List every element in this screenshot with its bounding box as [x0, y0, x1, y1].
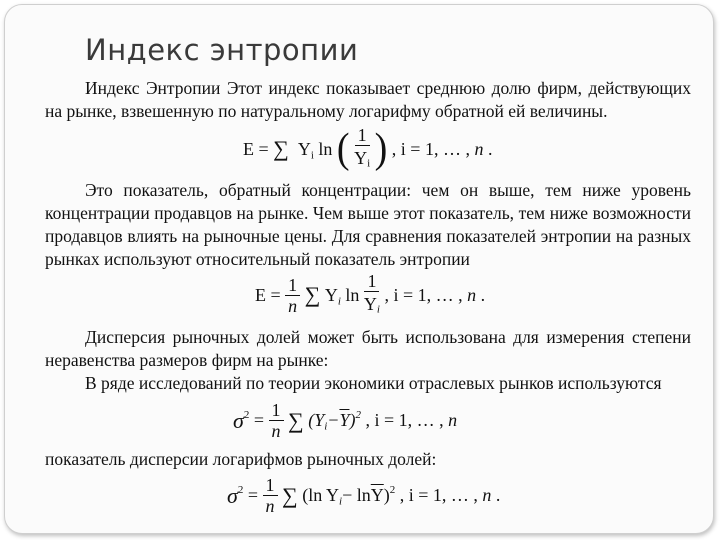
- numerator: 1: [355, 125, 370, 146]
- sigma-symbol: σ: [233, 407, 244, 433]
- superscript-2: 2: [237, 483, 244, 496]
- index-range: , i = 1, … ,: [399, 485, 478, 505]
- formula-lhs: E =: [255, 284, 281, 305]
- sigma-symbol: σ: [227, 482, 238, 508]
- ln-operator: ln: [318, 138, 333, 159]
- formula-dispersion: [233, 400, 457, 441]
- var-y: Y: [297, 138, 311, 159]
- formula-end: .: [495, 485, 501, 505]
- var-y-bar: $\overline{Y}$: [370, 485, 384, 506]
- formula-lhs: E =: [243, 138, 269, 159]
- denominator-subscript: i: [376, 303, 380, 316]
- equals-sign: =: [247, 485, 259, 505]
- denominator: n: [271, 421, 281, 441]
- var-y-bar: $\overline{Y}$: [339, 410, 350, 431]
- paren-close: ): [374, 126, 388, 173]
- denominator: n: [288, 295, 298, 316]
- subscript-i: i: [310, 149, 314, 162]
- formula-relative-entropy: [255, 271, 485, 320]
- expression-close: ): [383, 485, 390, 506]
- equals-sign: =: [253, 410, 265, 430]
- subscript-i: i: [324, 420, 328, 433]
- paragraph-concentration: Это показатель, обратный концентрации: чем он выше, тем ниже уровень концентрации продавцов на рынке. Чем выше этот показатель, тем ниже возможности продавцов влиять на рыночные цены. Для сравнения показателей энтропии на разных рынках используют относительный показатель энтропии: [45, 180, 691, 269]
- fraction-1-over-y: [364, 271, 380, 320]
- index-range: , i = 1, … ,: [384, 284, 463, 305]
- fraction-1-over-n: [285, 275, 300, 316]
- minus-ln: − ln: [342, 485, 371, 506]
- var-n: n: [482, 485, 492, 505]
- paren-open: (: [336, 126, 350, 173]
- denominator-subscript: i: [367, 157, 371, 170]
- fraction-1-over-n: [269, 400, 284, 441]
- subscript-i: i: [337, 295, 341, 308]
- paragraph-studies: В ряде исследований по теории экономики отраслевых рынков используются: [85, 373, 662, 393]
- sum-symbol: ∑: [282, 482, 298, 508]
- formula-end: .: [480, 284, 486, 305]
- var-n: n: [448, 410, 458, 430]
- sum-symbol: ∑: [273, 136, 289, 162]
- paragraph-log-dispersion: показатель дисперсии логарифмов рыночных долей:: [45, 449, 437, 469]
- formula-entropy-index: [243, 125, 492, 174]
- expression-open: (ln Y: [302, 485, 340, 506]
- numerator: 1: [263, 475, 278, 496]
- denominator: Y: [354, 147, 368, 168]
- superscript-2: 2: [355, 408, 361, 421]
- formula-end: .: [487, 138, 493, 159]
- var-n: n: [467, 284, 477, 305]
- formula-log-dispersion: [227, 475, 500, 516]
- denominator: Y: [363, 293, 377, 314]
- fraction: [354, 125, 370, 174]
- superscript-2: 2: [243, 408, 250, 421]
- numerator: 1: [285, 275, 300, 296]
- denominator: n: [265, 496, 275, 516]
- page-title: Индекс энтропии: [85, 33, 359, 67]
- ln-operator: ln: [345, 284, 360, 305]
- sum-symbol: ∑: [304, 282, 321, 308]
- superscript-2: 2: [389, 483, 396, 496]
- index-range: , i = 1, … ,: [391, 138, 470, 159]
- expression-close: ): [349, 410, 356, 431]
- expression-open: (Y: [308, 410, 325, 431]
- var-n: n: [474, 138, 484, 159]
- sum-symbol: ∑: [288, 407, 304, 433]
- numerator: 1: [269, 400, 284, 421]
- fraction-1-over-n: [263, 475, 278, 516]
- slide-frame: [4, 4, 714, 534]
- numerator: 1: [364, 271, 379, 292]
- minus-sign: −: [327, 410, 340, 431]
- paragraph-entropy-definition: Индекс Энтропии Этот индекс показывает среднюю долю фирм, действующих на рынке, взвешенную по натуральному логарифму обратной ей величины.: [45, 78, 691, 121]
- index-range: , i = 1, … ,: [365, 410, 444, 430]
- subscript-i: i: [339, 495, 343, 508]
- var-y: Y: [324, 284, 338, 305]
- paragraph-dispersion: Дисперсия рыночных долей может быть использована для измерения степени неравенства размеров фирм на рынке:: [45, 327, 691, 370]
